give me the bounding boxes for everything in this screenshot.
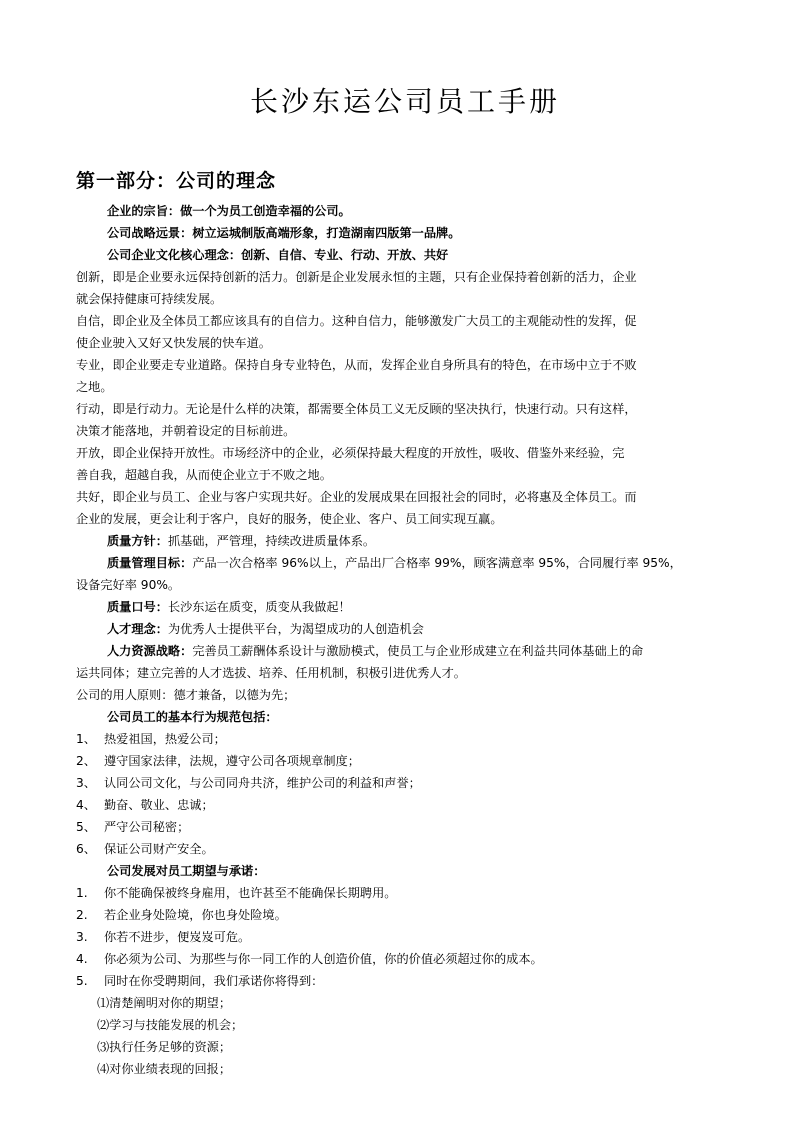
quality-goal-label: 质量管理目标： [107, 556, 193, 570]
talent-concept-label: 人才理念： [107, 622, 168, 636]
culture-item-line: 使企业驶入又好又快发展的快车道。 [76, 336, 271, 350]
list-item [76, 816, 734, 838]
culture-item-line: 行动，即是行动力。无论是什么样的决策，都需要全体员工义无反顾的坚决执行，快速行动。只有这样， [76, 402, 637, 416]
culture-item-line: 专业，即企业要走专业道路。保持自身专业特色，从而，发挥企业自身所具有的特色，在市场中立于不败 [76, 358, 637, 372]
list-item [76, 970, 734, 992]
hr-strategy-paragraph [76, 640, 734, 662]
promise-item: ⑴清楚阐明对你的期望； [97, 996, 232, 1010]
list-number: 3. [76, 930, 88, 944]
culture-item [76, 442, 734, 486]
list-text: 同时在你受聘期间，我们承诺你将得到： [104, 974, 324, 988]
list-text: 你若不进步，便岌岌可危。 [104, 930, 251, 944]
list-number: 5、 [76, 820, 96, 834]
culture-item-line: 善自我，超越自我，从而使企业立于不败之地。 [76, 468, 332, 482]
quality-slogan-paragraph [76, 596, 734, 618]
strategy-text: 树立运城制版高端形象，打造湖南四版第一品牌。 [192, 226, 461, 240]
list-number: 2. [76, 908, 88, 922]
quality-slogan-text: 长沙东运在质变，质变从我做起！ [167, 600, 351, 614]
behavior-heading: 公司员工的基本行为规范包括： [107, 710, 278, 724]
list-text: 勤奋、敬业、忠诚； [104, 798, 214, 812]
list-text: 保证公司财产安全。 [104, 842, 214, 856]
quality-policy-label: 质量方针： [107, 534, 168, 548]
promise-item: ⑷对你业绩表现的回报； [97, 1062, 232, 1076]
list-text: 热爱祖国，热爱公司； [104, 732, 226, 746]
culture-item-line: 企业的发展，更会让利于客户，良好的服务，使企业、客户、员工间实现互赢。 [76, 512, 503, 526]
strategy-paragraph [76, 222, 734, 244]
list-item [76, 838, 734, 860]
talent-concept-text: 为优秀人士提供平台，为渴望成功的人创造机会 [167, 622, 424, 636]
culture-item [76, 310, 734, 354]
list-number: 5. [76, 974, 88, 988]
list-item [76, 882, 734, 904]
list-item [76, 728, 734, 750]
purpose-label: 企业的宗旨： [107, 204, 181, 218]
promise-item: ⑵学习与技能发展的机会； [97, 1018, 244, 1032]
list-text: 严守公司秘密； [104, 820, 190, 834]
expectation-list [76, 882, 734, 992]
list-number: 4. [76, 952, 88, 966]
quality-policy-paragraph [76, 530, 734, 552]
list-number: 2、 [76, 754, 96, 768]
list-number: 1、 [76, 732, 96, 746]
document-title: 长沙东运公司员工手册 [249, 85, 560, 118]
promise-item: ⑶执行任务足够的资源； [97, 1040, 232, 1054]
culture-item-line: 开放，即企业保持开放性。市场经济中的企业，必须保持最大程度的开放性，吸收、借鉴外来经验，完 [76, 446, 625, 460]
list-number: 4、 [76, 798, 96, 812]
quality-slogan-label: 质量口号： [107, 600, 168, 614]
culture-item-line: 自信，即企业及全体员工都应该具有的自信力。这种自信力，能够激发广大员工的主观能动性的发挥，促 [76, 314, 637, 328]
hr-strategy-text: 完善员工薪酬体系设计与激励模式，使员工与企业形成建立在利益共同体基础上的命 [192, 644, 644, 658]
list-text: 若企业身处险境，你也身处险境。 [104, 908, 287, 922]
list-number: 3、 [76, 776, 96, 790]
culture-item-line: 决策才能落地，并朝着设定的目标前进。 [76, 424, 296, 438]
section-heading: 第一部分：公司的理念 [76, 170, 277, 192]
culture-item [76, 398, 734, 442]
culture-text: 创新、自信、专业、行动、开放、共好 [241, 248, 449, 262]
list-number: 1. [76, 886, 88, 900]
list-number: 6、 [76, 842, 96, 856]
hr-strategy-label: 人力资源战略： [107, 644, 193, 658]
culture-item [76, 354, 734, 398]
culture-item-line: 之地。 [76, 380, 113, 394]
purpose-text: 做一个为员工创造幸福的公司。 [180, 204, 351, 218]
expectation-heading: 公司发展对员工期望与承诺： [107, 864, 266, 878]
employment-principle: 公司的用人原则：德才兼备，以德为先； [76, 688, 296, 702]
hr-strategy-continuation: 运共同体；建立完善的人才选拔、培养、任用机制，积极引进优秀人才。 [76, 666, 466, 680]
talent-concept-paragraph [76, 618, 734, 640]
purpose-paragraph [76, 200, 734, 222]
list-item [76, 904, 734, 926]
list-text: 你不能确保被终身雇用，也许甚至不能确保长期聘用。 [104, 886, 397, 900]
list-text: 认同公司文化，与公司同舟共济，维护公司的利益和声誉； [104, 776, 421, 790]
strategy-label: 公司战略远景： [107, 226, 193, 240]
list-item [76, 750, 734, 772]
list-text: 遵守国家法律，法规，遵守公司各项规章制度； [104, 754, 360, 768]
culture-item [76, 266, 734, 310]
culture-item-line: 就会保持健康可持续发展。 [76, 292, 223, 306]
quality-goal-paragraph [76, 552, 734, 574]
quality-goal-text: 产品一次合格率 96%以上，产品出厂合格率 99%，顾客满意率 95%，合同履行率 95%， [192, 556, 682, 570]
culture-label: 公司企业文化核心理念： [107, 248, 242, 262]
quality-goal-continuation: 设备完好率 90%。 [76, 578, 181, 592]
culture-item [76, 486, 734, 530]
list-item [76, 772, 734, 794]
culture-paragraph [76, 244, 734, 266]
list-item [76, 948, 734, 970]
list-text: 你必须为公司、为那些与你一同工作的人创造价值，你的价值必须超过你的成本。 [104, 952, 543, 966]
document-body [76, 200, 734, 1080]
list-item [76, 926, 734, 948]
behavior-list [76, 728, 734, 860]
quality-policy-text: 抓基础，严管理，持续改进质量体系。 [167, 534, 376, 548]
culture-item-line: 创新，即是企业要永远保持创新的活力。创新是企业发展永恒的主题，只有企业保持着创新的活力，企业 [76, 270, 637, 284]
list-item [76, 794, 734, 816]
culture-item-line: 共好，即企业与员工、企业与客户实现共好。企业的发展成果在回报社会的同时，必将惠及全体员工。而 [76, 490, 637, 504]
promise-list [76, 992, 734, 1080]
